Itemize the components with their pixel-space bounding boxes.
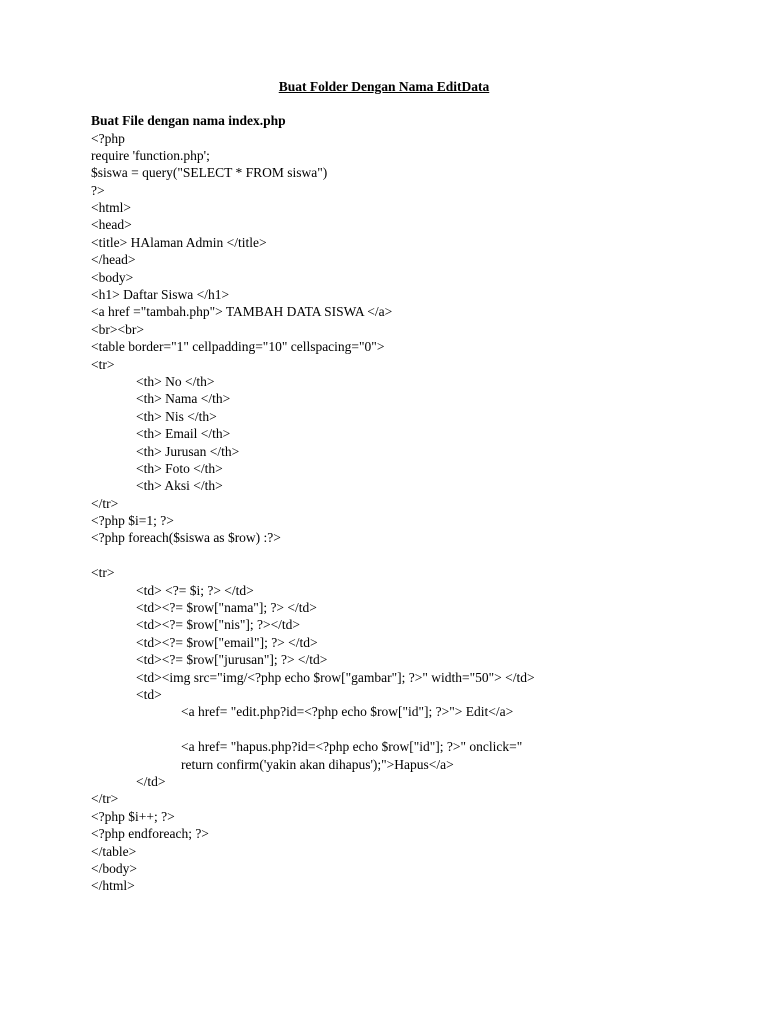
code-line: <title> HAlaman Admin </title> [91, 234, 267, 250]
code-line: require 'function.php'; [91, 147, 210, 163]
code-line: <?php foreach($siswa as $row) :?> [91, 530, 281, 546]
code-line: <td> [136, 687, 162, 702]
code-line: <a href= "edit.php?id=<?php echo $row["id"]; ?>"> Edit</a> [181, 704, 514, 720]
code-line: <th> Foto </th> [136, 460, 223, 476]
code-line: <table border="1" cellpadding="10" cellspacing="0"> [91, 339, 385, 355]
code-line: </tr> [91, 791, 119, 807]
code-line: <td><?= $row["nis"]; ?></td> [136, 617, 301, 633]
code-line: <html> [91, 200, 131, 216]
code-line: </head> [91, 252, 136, 268]
code-line: <td><?= $row["jurusan"]; ?> </td> [136, 652, 328, 668]
document-title: Buat Folder Dengan Nama EditData [278, 79, 490, 94]
code-line: <td><?= $row["nama"]; ?> </td> [136, 600, 317, 616]
code-line: <th> Jurusan </th> [136, 443, 240, 459]
code-line: <?php [91, 130, 125, 146]
code-line: <th> Nama </th> [136, 391, 231, 407]
code-line: </td> [136, 773, 166, 789]
code-line: <a href= "hapus.php?id=<?php echo $row["id"]; ?>" onclick=" [181, 739, 523, 755]
code-line: </tr> [91, 495, 119, 511]
code-line: <br><br> [91, 321, 144, 337]
blank-line [91, 721, 535, 738]
code-line: </table> [91, 843, 137, 859]
code-line: <head> [91, 217, 132, 233]
code-line: <th> Aksi </th> [136, 478, 223, 494]
code-line: <th> Email </th> [136, 426, 231, 442]
code-line: <th> Nis </th> [136, 408, 217, 424]
code-line: $siswa = query("SELECT * FROM siswa") [91, 165, 328, 181]
code-line: </html> [91, 878, 135, 894]
code-line: <tr> [91, 356, 115, 372]
code-line: <a href ="tambah.php"> TAMBAH DATA SISWA </a> [91, 304, 393, 320]
section-heading: Buat File dengan nama index.php [91, 113, 286, 128]
code-line: <tr> [91, 565, 115, 581]
code-line: <td><img src="img/<?php echo $row["gambar"]; ?>" width="50"> </td> [136, 669, 535, 685]
blank-line [91, 547, 535, 564]
code-line: <?php $i=1; ?> [91, 513, 174, 529]
code-listing [91, 130, 535, 895]
code-line: </body> [91, 860, 137, 876]
code-line: ?> [91, 182, 105, 198]
code-line: return confirm('yakin akan dihapus');">Hapus</a> [181, 756, 454, 772]
code-line: <?php endforeach; ?> [91, 826, 209, 842]
code-line: <h1> Daftar Siswa </h1> [91, 287, 230, 303]
code-line: <body> [91, 269, 134, 285]
code-line: <?php $i++; ?> [91, 808, 175, 824]
code-line: <td> <?= $i; ?> </td> [136, 582, 254, 598]
code-line: <td><?= $row["email"]; ?> </td> [136, 634, 318, 650]
code-line: <th> No </th> [136, 373, 215, 389]
